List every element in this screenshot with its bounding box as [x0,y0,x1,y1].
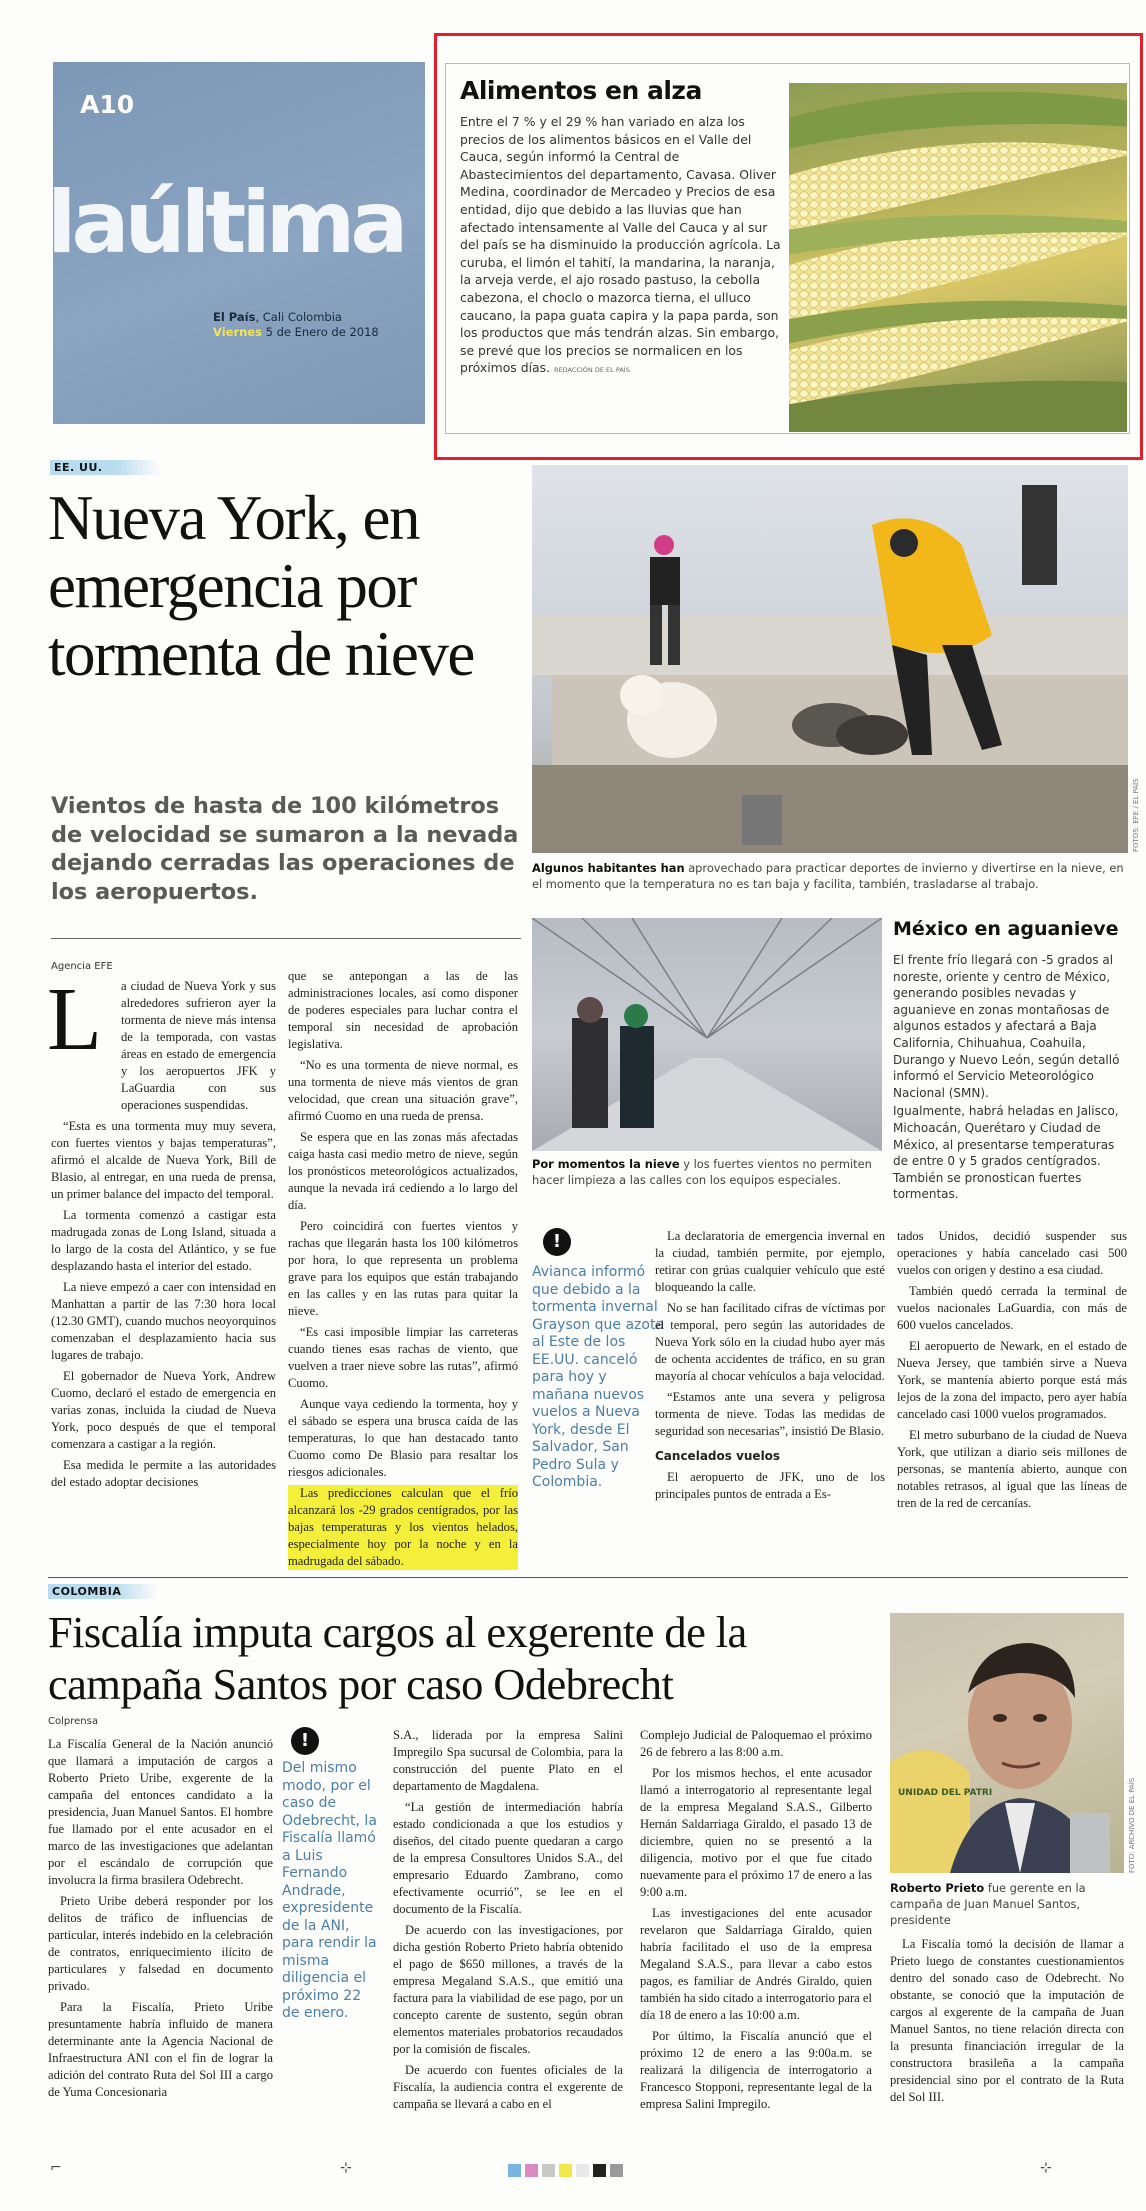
section-divider [48,1577,1128,1578]
ny-col4-p2: También quedó cerrada la terminal de vuelos nacionales LaGuardia, con más de 600 vuelos cancelados. [897,1284,1127,1332]
color-swatch [610,2164,623,2177]
portrait-graphic [890,1613,1124,1873]
ny-col1-p6: Esa medida le permite a las autoridades del estado adoptar decisiones [51,1458,276,1489]
ny-col1-p2: “Esta es una tormenta muy muy severa, con fuertes vientos y bajas temperaturas”, afirmó el alcalde de Nueva York, Bill de Blasio, al entregar, en una rueda de prensa, un primer balance del impacto del temporal. [51,1119,276,1201]
ny-col4-p3: El aeropuerto de Newark, en el estado de Nueva Jersey, que también sirve a Nueva York, se mantenía abierto porque está más lejos de la zona del impacto, pero ayer había cancelado casi 1000 vuelos programados. [897,1339,1127,1421]
masthead-panel [47,62,425,424]
brief-signature: REDACCIÓN DE EL PAÍS [553,366,630,375]
photo2-caption [532,1156,882,1188]
paper-name: El País [213,310,256,324]
ny-col3-p3: “Estamos ante una severa y peligrosa tormenta de nieve. Todas las medidas de seguridad son necesarias”, insistió De Blasio. [655,1390,885,1438]
ny-col3-subhead: Cancelados vuelos [655,1449,781,1463]
corn-cobs-graphic [789,83,1127,432]
ny-col3-p4: El aeropuerto de JFK, uno de los principales puntos de entrada a Es- [655,1470,885,1501]
co-col3 [640,1727,872,2117]
ny-col1-p1: a ciudad de Nueva York y sus alrededores sufrieron ayer la tormenta de nieve más intensa de la temporada, con vastas áreas en estado de emergencia y los aeropuertos JFK y LaGuardia con sus operaciones suspendidas. [121,979,276,1112]
prieto-caption [890,1880,1124,1928]
color-swatch [593,2164,606,2177]
ny-col4-p1: tados Unidos, decidió suspender sus operaciones y había cancelado casi 500 vuelos con origen y destino a esa ciudad. [897,1229,1127,1277]
ny-col4 [897,1228,1127,1516]
ny-headline: Nueva York, en emergencia por tormenta de nieve [48,483,474,689]
color-swatch [525,2164,538,2177]
bridge-scene-graphic [532,918,882,1151]
brief-body [460,113,782,380]
co-sidebar-note: Del mismo modo, por el caso de Odebrecht, la Fiscalía llamó a Luis Fernando Andrade, expresidente de la ANI, para rendir la misma diligencia el próximo 22 de enero. [282,1760,377,2021]
ny-col2-p6: Aunque vaya cediendo la tormenta, hoy y el sábado se espera una brusca caída de las temperaturas, lo que han destacado tanto Cuomo como De Blasio para resaltar los riesgos adicionales. [288,1397,518,1479]
color-swatch [542,2164,555,2177]
masthead-dateline [213,310,423,340]
ny-dropcap: L [47,970,102,1069]
crop-mark-right: ⊹ [1040,2160,1052,2176]
ny-col1-p4: La nieve empezó a caer con intensidad en Manhattan a partir de las 7:30 hora local (12.30 GMT), cuando muchos neoyorquinos comenzaban el desplazamiento hacia sus lugares de trabajo. [51,1280,276,1362]
ny-col4-p4: El metro suburbano de la ciudad de Nueva York, que utilizan a diario seis millones de personas, se mantenía abierto, aunque con notables retrasos, al igual que las líneas de tren de la red de cercanías. [897,1428,1127,1510]
photo1-caption [532,860,1128,892]
co-col3-p4: Por último, la Fiscalía anunció que el próximo 12 de enero a las 9:00a.m. se realizará la diligencia de interrogatorio a Francesco Stopponi, representante legal de la empresa Salini Impregilo. [640,2029,872,2111]
co-col2-p4: De acuerdo con fuentes oficiales de la Fiscalía, la audiencia contra el exgerente de campaña se llevará a cabo en el [393,2063,623,2111]
ny-col1 [51,978,276,1495]
ny-col2 [288,968,518,1574]
photo1-caption-lead: Algunos habitantes han [532,861,685,875]
co-col1-p2: Prieto Uribe deberá responder por los delitos de tráfico de influencias de particular, interés indebido en la celebración de contratos, enriquecimiento ilícito de particulares y falsedad en documento privado. [48,1894,273,1993]
ny-col1-p3: La tormenta comenzó a castigar esta madrugada zonas de Long Island, situada a lo largo de la costa del Atlántico, y se fue desplazando hasta el interior del estado. [51,1208,276,1273]
weekday: Viernes [213,325,262,339]
ny-subhead: Vientos de hasta de 100 kilómetros de velocidad se sumaron a la nevada dejando cerradas las operaciones de los aeropuertos. [51,793,519,905]
corn-photo [789,83,1127,432]
ny-col2-p5: “Es casi imposible limpiar las carreteras cuando tienes esas rachas de viento, que vuelven a traer nieve sobre las rutas”, afirmó Cuomo. [288,1325,518,1390]
photo2-caption-lead: Por momentos la nieve [532,1157,680,1171]
co-col1-p1: La Fiscalía General de la Nación anunció que llamará a imputación de cargos a Roberto Prieto Uribe, exgerente de la campaña del entonces candidato a la presidencia, Juan Manuel Santos. El hombre fue llamado por el ente acusador en el marco de las investigaciones que adelantan por el escándalo de corrupción que involucra la firma brasilera Odebrecht. [48,1737,273,1887]
co-col3-p3: Las investigaciones del ente acusador revelaron que Saldarriaga Giraldo, quien habría facilitado el uso de la empresa Megaland S.A.S., para llevar a cabo estos pagos, es familiar de Andrés Giraldo, quien también ha sido citado a interrogatorio para el día 18 de enero a las 10:00 a.m. [640,1906,872,2022]
photo-banner-text: UNIDAD DEL PATRI [898,1788,993,1798]
ny-byline: Agencia EFE [51,961,113,972]
roberto-prieto-photo [890,1613,1124,1873]
brief-food [460,76,782,380]
colombia-byline: Colprensa [48,1716,98,1727]
bridge-snow-photo [532,918,882,1151]
section-title: laúltima [47,173,404,273]
co-col1-p3: Para la Fiscalía, Prieto Uribe presuntamente habría influido de manera determinante ante la Agencia Nacional de Infraestructura ANI con el fin de lograr la adición del contrato Ruta del Sol III a cargo de Yuma Concesionaria [48,2000,273,2099]
alert-icon-colombia: ! [291,1727,319,1755]
co-col2 [393,1727,623,2117]
snow-dog-photo [532,465,1128,853]
ny-sidebar-note: Avianca informó que debido a la tormenta invernal Grayson que azota al Este de los EE.UU. canceló para hoy y mañana nuevos vuelos a Nueva York, desde El Salvador, San Pedro Sula y Colombia. [532,1264,665,1490]
co-col2-p3: De acuerdo con las investigaciones, por dicha gestión Roberto Prieto habría obtenido el pago de $650 millones, a través de la empresa Megaland S.A.S., que emitió una factura para la viabilidad de ese pago, por un concepto carente de sustento, según obran elementos materiales probatorios recaudados por la comisión de fiscales. [393,1923,623,2056]
co-col2-p1: S.A., liderada por la empresa Salini Impregilo Spa sucursal de Colombia, para la construcción del puente Plato en el departamento de Magdalena. [393,1728,623,1793]
ny-col3-p1: La declaratoria de emergencia invernal en la ciudad, también permite, por ejemplo, retirar con grúas cualquier vehículo que esté bloqueando la calle. [655,1229,885,1294]
brief-title: Alimentos en alza [460,76,702,105]
ny-col2-p3: Se espera que en las zonas más afectadas caiga hasta casi medio metro de nieve, según los pronósticos meteorológicos actualizados, aunque la nevada irá cediendo a lo largo del día. [288,1130,518,1212]
mexico-title: México en aguanieve [893,918,1119,940]
ny-col3 [655,1228,885,1507]
city-name: , Cali Colombia [255,310,342,324]
ny-subhead-rule [51,938,521,939]
ny-col2-p2: “No es una tormenta de nieve normal, es una tormenta de nieve más vientos de gran velocidad, que crean una situación grave”, afirmó Cuomo en una rueda de prensa. [288,1058,518,1123]
ny-col2-p4: Pero coincidirá con fuertes vientos y rachas que llegarán hasta los 100 kilómetros por hora, lo que representa un problema grave para los equipos que están trabajando en las calles y en las rutas para quitar la nieve. [288,1219,518,1318]
snow-scene-graphic [532,465,1128,853]
ny-col2-p7-highlight: Las predicciones calculan que el frío alcanzará los -29 grados centígrados, por las bajas temperaturas y los vientos helados, especialmente hoy por la noche y en la madrugada del sábado. [288,1486,518,1568]
prieto-photo-credit: FOTO: ARCHIVO DE EL PAÍS [1128,1777,1136,1873]
alert-icon: ! [543,1228,571,1256]
section-tag-colombia: COLOMBIA [48,1584,158,1599]
ny-col2-p1: que se antepongan a las de las administraciones locales, así como disponer de poderes especiales para luchar contra el temporal sin necesidad de aprobación legislativa. [288,969,518,1051]
date: 5 de Enero de 2018 [261,325,379,339]
co-col1 [48,1736,273,2105]
co-col3-p1: Complejo Judicial de Paloquemao el próximo 26 de febrero a las 8:00 a.m. [640,1728,872,1759]
color-swatch [559,2164,572,2177]
mexico-brief [893,918,1125,1203]
section-tag-eeuu: EE. UU. [50,460,160,475]
co-col4 [890,1936,1124,2110]
photo1-caption-text: aprovechado para practicar deportes de invierno y divertirse en la nieve, en el momento que la temperatura no es tan baja y facilita, también, trasladarse al trabajo. [532,861,1124,891]
co-col3-p2: Por los mismos hechos, el ente acusador llamó a interrogatorio al representante legal de la empresa Megaland S.A.S., Gilberto Hernán Saldarriaga Giraldo, el pasado 13 de diciembre, quien no se presentó a la diligencia, motivo por el que fue citado nuevamente para el próximo 17 de enero a las 9:00 a.m. [640,1766,872,1899]
colombia-headline: Fiscalía imputa cargos al exgerente de la campaña Santos por caso Odebrecht [48,1607,747,1709]
color-swatch [508,2164,521,2177]
photo2-caption-text: y los fuertes vientos no permiten hacer limpieza a las calles con los equipos especiales. [532,1157,872,1187]
co-col4-p1: La Fiscalía tomó la decisión de llamar a Prieto luego de constantes cuestionamientos dentro del sonado caso de Odebrecht. No obstante, se conoció que la imputación de cargos al exgerente de la campaña de Juan Manuel Santos, no tiene relación directa con la presunta financiación irregular de la constructora brasileña a la campaña presidencial sino por el contrato de la Ruta del Sol III. [890,1937,1124,2104]
print-registration-marks [0,2150,1146,2190]
mexico-p1: El frente frío llegará con -5 grados al noreste, oriente y centro de México, generando posibles nevadas y aguanieve en zonas montañosas de algunos estados y afectará a Baja California, Chihuahua, Coahuila, Durango y Nuevo León, según detalló informó el Servicio Meteorológico Nacional (SMN). [893,953,1120,1100]
prieto-caption-text: fue gerente en la campaña de Juan Manuel Santos, presidente [890,1881,1086,1927]
brief-text: Entre el 7 % y el 29 % han variado en alza los precios de los alimentos básicos en el Valle del Cauca, según informó la Central de Abastecimientos del departamento, Cavasa. Oliver Medina, coordinador de Mercadeo y Precios de esa entidad, dijo que debido a las lluvias que han afectado intensamente al Valle del Cauca y al sur del país se ha disminuido la producción agrícola. La curuba, el limón el tahití, la mandarina, la naranja, la arveja verde, el ajo rosado pastuso, la cebolla cabezona, el choclo o mazorca tierna, el ulluco caucano, la papa guata capira y la papa parda, son los productos que más tendrán alzas. Sin embargo, se prevé que los precios se normalicen en los próximos días. [460,114,781,376]
ny-col1-p5: El gobernador de Nueva York, Andrew Cuomo, declaró el estado de emergencia en varias zonas, incluida la ciudad de Nueva York, poco después de que el temporal comenzara a castigar a la región. [51,1369,276,1451]
page-number: A10 [80,90,135,119]
crop-mark-left: ⌐ [50,2160,62,2176]
photo1-credit: FOTOS: EFE / EL PAÍS [1132,778,1140,852]
ny-col3-p2: No se han facilitado cifras de víctimas por el temporal, pero según las autoridades de Nueva York sólo en la ciudad hubo ayer más de ochenta accidentes de tráfico, en su gran mayoría al chocar vehículos a baja velocidad. [655,1301,885,1383]
crop-mark-center: ⊹ [340,2160,352,2176]
mexico-p2: Igualmente, habrá heladas en Jalisco, Michoacán, Querétaro y Ciudad de México, al presentarse temperaturas de entre 0 y 5 grados centígrados. También se pronostican fuertes tormentas. [893,1104,1119,1202]
color-swatch [576,2164,589,2177]
co-col2-p2: “La gestión de intermediación habría estado condicionada a que los estudios y diseños, del citado puente quedaran a cargo de la empresa Consultores Unidos S.A., del empresario Eduardo Zambrano, como efectivamente ocurrió”, se lee en el documento de la Fiscalía. [393,1800,623,1916]
prieto-caption-lead: Roberto Prieto [890,1881,985,1895]
